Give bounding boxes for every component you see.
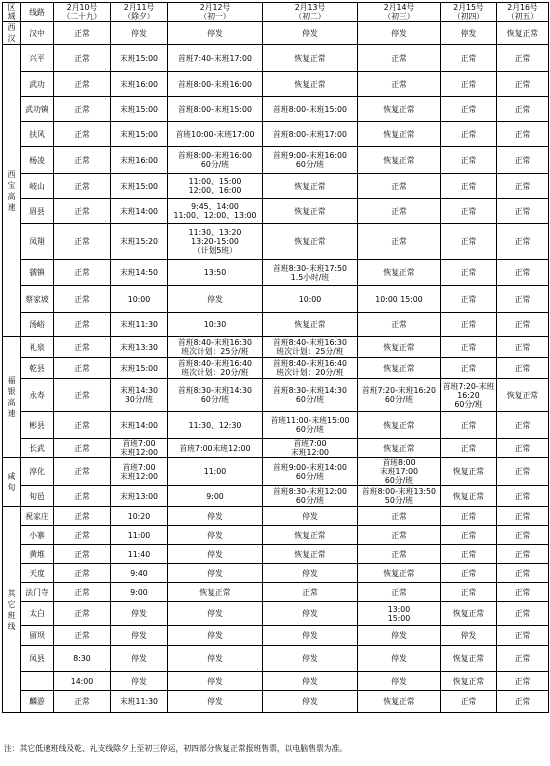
schedule-cell: 正常 (497, 507, 549, 526)
column-header: 线路 (21, 3, 54, 22)
schedule-cell: 恢复正常 (358, 412, 441, 439)
line-cell: 法门寺 (21, 583, 54, 602)
schedule-cell: 正常 (54, 97, 111, 122)
schedule-cell: 正常 (54, 147, 111, 174)
schedule-cell: 首班8:40-末班16:40 班次计划：20分/班 (168, 358, 263, 379)
schedule-cell: 11:40 (111, 545, 168, 564)
line-cell: 凤翔 (21, 224, 54, 260)
schedule-cell: 正常 (358, 45, 441, 72)
schedule-cell: 恢复正常 (441, 602, 497, 626)
schedule-cell: 停发 (358, 672, 441, 691)
line-cell: 武功 (21, 72, 54, 97)
region-cell: 其它班线 (3, 507, 21, 713)
table-row (3, 313, 549, 337)
region-cell: 西宝高速 (3, 45, 21, 337)
schedule-cell: 末班15:00 (111, 174, 168, 199)
region-cell: 福银高速 (3, 337, 21, 458)
schedule-cell: 10:20 (111, 507, 168, 526)
schedule-cell: 正常 (54, 224, 111, 260)
line-cell: 麟游 (21, 691, 54, 713)
schedule-cell: 末班15:00 (111, 358, 168, 379)
schedule-cell: 正常 (441, 691, 497, 713)
schedule-cell: 停发 (168, 626, 263, 646)
line-cell: 武功镇 (21, 97, 54, 122)
table-row (3, 486, 549, 507)
schedule-cell: 停发 (111, 602, 168, 626)
schedule-cell: 首班8:00-末班17:00 (263, 122, 358, 147)
line-cell: 蔡家坡 (21, 286, 54, 313)
schedule-cell: 停发 (263, 646, 358, 672)
schedule-cell: 正常 (441, 412, 497, 439)
schedule-cell: 正常 (497, 260, 549, 286)
schedule-cell: 首班8:40-末班16:30 班次计划：25分/班 (168, 337, 263, 358)
schedule-cell: 正常 (358, 526, 441, 545)
schedule-cell: 正常 (497, 564, 549, 583)
schedule-cell: 正常 (358, 199, 441, 224)
schedule-cell: 正常 (497, 199, 549, 224)
line-cell: 淳化 (21, 458, 54, 486)
region-cell: 西汉 (3, 22, 21, 45)
line-cell: 虢镇 (21, 260, 54, 286)
schedule-cell: 首班8:40-末班16:40 班次计划：20分/班 (263, 358, 358, 379)
schedule-cell: 正常 (497, 526, 549, 545)
schedule-cell: 恢复正常 (263, 224, 358, 260)
schedule-cell: 末班15:00 (111, 97, 168, 122)
schedule-cell: 首班10:00-末班17:00 (168, 122, 263, 147)
schedule-cell: 末班14:00 (111, 199, 168, 224)
table-row (3, 602, 549, 626)
column-header: 2月10号 （二十九） (54, 3, 111, 22)
schedule-cell: 正常 (54, 626, 111, 646)
table-row (3, 545, 549, 564)
schedule-cell: 末班13:00 (111, 486, 168, 507)
schedule-cell: 停发 (358, 646, 441, 672)
schedule-cell: 首班8:00-末班15:00 (263, 97, 358, 122)
schedule-cell: 停发 (263, 507, 358, 526)
schedule-cell: 11:00、15:00 12:00、16:00 (168, 174, 263, 199)
schedule-cell: 正常 (358, 507, 441, 526)
schedule-cell: 停发 (168, 672, 263, 691)
line-cell: 天度 (21, 564, 54, 583)
table-row (3, 22, 549, 45)
schedule-cell: 停发 (263, 691, 358, 713)
schedule-cell: 正常 (54, 486, 111, 507)
line-cell: 留坝 (21, 626, 54, 646)
schedule-cell: 正常 (497, 122, 549, 147)
table-row (3, 147, 549, 174)
schedule-cell: 正常 (441, 564, 497, 583)
schedule-cell: 正常 (358, 174, 441, 199)
schedule-cell: 恢复正常 (263, 72, 358, 97)
schedule-cell: 正常 (54, 412, 111, 439)
region-cell: 咸旬 (3, 458, 21, 507)
schedule-cell: 恢复正常 (358, 358, 441, 379)
schedule-cell: 9:00 (168, 486, 263, 507)
schedule-cell: 正常 (54, 358, 111, 379)
schedule-cell: 停发 (358, 626, 441, 646)
schedule-cell: 正常 (54, 545, 111, 564)
schedule-cell: 13:50 (168, 260, 263, 286)
schedule-cell: 首班9:00-末班14:00 60分/班 (263, 458, 358, 486)
schedule-cell: 首班9:00-末班16:00 60分/班 (263, 147, 358, 174)
schedule-cell: 停发 (168, 602, 263, 626)
line-cell: 凤县 (21, 646, 54, 672)
schedule-cell: 正常 (497, 439, 549, 458)
schedule-cell: 正常 (358, 583, 441, 602)
schedule-cell: 停发 (168, 545, 263, 564)
schedule-cell: 正常 (497, 486, 549, 507)
schedule-cell: 停发 (168, 691, 263, 713)
schedule-cell: 11:00 (111, 526, 168, 545)
schedule-cell: 正常 (441, 199, 497, 224)
schedule-cell: 末班16:00 (111, 72, 168, 97)
schedule-cell: 正常 (441, 45, 497, 72)
line-cell: 祝家庄 (21, 507, 54, 526)
line-cell: 太白 (21, 602, 54, 626)
schedule-cell: 恢复正常 (358, 691, 441, 713)
schedule-cell: 正常 (54, 45, 111, 72)
schedule-cell: 正常 (441, 507, 497, 526)
schedule-cell: 正常 (497, 174, 549, 199)
schedule-cell: 正常 (497, 602, 549, 626)
schedule-cell: 10:30 (168, 313, 263, 337)
schedule-cell: 首班7:20-末班16:20 60分/班 (358, 379, 441, 412)
table-row (3, 507, 549, 526)
line-cell: 乾县 (21, 358, 54, 379)
schedule-cell: 正常 (497, 358, 549, 379)
schedule-cell: 正常 (54, 602, 111, 626)
schedule-cell: 正常 (497, 97, 549, 122)
table-row (3, 691, 549, 713)
schedule-cell: 首班7:20-末班16:20 60分/班 (441, 379, 497, 412)
line-cell: 永寿 (21, 379, 54, 412)
schedule-cell: 14:00 (54, 672, 111, 691)
schedule-cell: 正常 (54, 583, 111, 602)
column-header: 2月16号 （初五） (497, 3, 549, 22)
column-header: 2月11号 （除夕） (111, 3, 168, 22)
schedule-cell: 正常 (497, 286, 549, 313)
schedule-cell: 首班8:00-末班16:00 (168, 72, 263, 97)
schedule-cell: 恢复正常 (497, 379, 549, 412)
schedule-cell: 恢复正常 (441, 486, 497, 507)
schedule-cell: 首班8:00 末班17:00 60分/班 (358, 458, 441, 486)
schedule-cell: 正常 (497, 626, 549, 646)
schedule-cell: 末班15:20 (111, 224, 168, 260)
schedule-cell: 停发 (111, 22, 168, 45)
schedule-cell: 正常 (441, 147, 497, 174)
line-cell (21, 672, 54, 691)
schedule-cell: 正常 (441, 583, 497, 602)
table-row (3, 337, 549, 358)
schedule-cell: 停发 (358, 22, 441, 45)
schedule-cell: 首班8:40-末班16:30 班次计划：25分/班 (263, 337, 358, 358)
table-row (3, 97, 549, 122)
schedule-cell: 10:00 15:00 (358, 286, 441, 313)
schedule-cell: 正常 (441, 72, 497, 97)
schedule-cell: 正常 (497, 313, 549, 337)
line-cell: 杨凌 (21, 147, 54, 174)
schedule-cell: 正常 (54, 526, 111, 545)
schedule-cell: 正常 (497, 672, 549, 691)
line-cell: 汤峪 (21, 313, 54, 337)
table-row (3, 174, 549, 199)
column-header: 2月14号 （初三） (358, 3, 441, 22)
schedule-cell: 正常 (54, 458, 111, 486)
schedule-cell: 9:45、14:00 11:00、12:00、13:00 (168, 199, 263, 224)
schedule-cell: 末班15:00 (111, 122, 168, 147)
schedule-cell: 正常 (441, 286, 497, 313)
line-cell: 兴平 (21, 45, 54, 72)
table-row (3, 526, 549, 545)
schedule-cell: 正常 (54, 439, 111, 458)
schedule-cell: 恢复正常 (263, 174, 358, 199)
schedule-cell: 正常 (358, 545, 441, 564)
schedule-cell: 11:00 (168, 458, 263, 486)
schedule-cell: 10:00 (111, 286, 168, 313)
schedule-cell: 停发 (168, 646, 263, 672)
schedule-cell: 正常 (441, 526, 497, 545)
schedule-cell: 正常 (497, 72, 549, 97)
schedule-cell: 首班8:30-末班12:00 60分/班 (263, 486, 358, 507)
schedule-cell: 末班14:30 30分/班 (111, 379, 168, 412)
table-row (3, 672, 549, 691)
schedule-cell: 停发 (441, 22, 497, 45)
schedule-cell: 恢复正常 (358, 122, 441, 147)
column-header: 区域 (3, 3, 21, 22)
schedule-cell: 首班8:00-末班15:00 (168, 97, 263, 122)
schedule-cell: 停发 (263, 626, 358, 646)
schedule-cell: 11:30、13:20 13:20-15:00 （计划5班） (168, 224, 263, 260)
schedule-cell: 恢复正常 (263, 313, 358, 337)
schedule-cell: 首班7:00 末班12:00 (263, 439, 358, 458)
schedule-cell: 恢复正常 (358, 439, 441, 458)
table-row (3, 439, 549, 458)
line-cell: 礼泉 (21, 337, 54, 358)
schedule-cell: 首班11:00-末班15:00 60分/班 (263, 412, 358, 439)
schedule-cell: 9:40 (111, 564, 168, 583)
schedule-cell: 末班15:00 (111, 45, 168, 72)
schedule-cell: 正常 (358, 224, 441, 260)
line-cell: 黄堆 (21, 545, 54, 564)
schedule-cell: 11:30、12:30 (168, 412, 263, 439)
schedule-cell: 9:00 (111, 583, 168, 602)
schedule-cell: 正常 (54, 174, 111, 199)
schedule-cell: 恢复正常 (358, 337, 441, 358)
schedule-cell: 首班7:00 末班12:00 (111, 439, 168, 458)
schedule-cell: 停发 (168, 526, 263, 545)
line-cell: 眉县 (21, 199, 54, 224)
schedule-cell: 正常 (54, 199, 111, 224)
schedule-cell: 正常 (497, 646, 549, 672)
table-row (3, 45, 549, 72)
schedule-cell: 正常 (441, 439, 497, 458)
line-cell: 岐山 (21, 174, 54, 199)
schedule-cell: 正常 (497, 147, 549, 174)
schedule-cell: 正常 (497, 583, 549, 602)
schedule-cell: 恢复正常 (263, 45, 358, 72)
schedule-cell: 正常 (263, 583, 358, 602)
table-row (3, 583, 549, 602)
schedule-cell: 恢复正常 (358, 147, 441, 174)
schedule-cell: 正常 (497, 224, 549, 260)
schedule-cell: 13:00 15:00 (358, 602, 441, 626)
schedule-cell: 正常 (441, 224, 497, 260)
table-row (3, 646, 549, 672)
line-cell: 旬邑 (21, 486, 54, 507)
schedule-cell: 停发 (111, 672, 168, 691)
table-row (3, 260, 549, 286)
schedule-cell: 正常 (441, 358, 497, 379)
schedule-table (2, 2, 549, 713)
schedule-cell: 恢复正常 (263, 545, 358, 564)
schedule-cell: 正常 (54, 337, 111, 358)
schedule-cell: 恢复正常 (168, 583, 263, 602)
line-cell: 扶风 (21, 122, 54, 147)
schedule-cell: 正常 (54, 564, 111, 583)
table-row (3, 379, 549, 412)
schedule-cell: 恢复正常 (358, 97, 441, 122)
line-cell: 汉中 (21, 22, 54, 45)
line-cell: 彬县 (21, 412, 54, 439)
table-row (3, 72, 549, 97)
table-row (3, 199, 549, 224)
schedule-cell: 正常 (54, 379, 111, 412)
schedule-cell: 末班11:30 (111, 313, 168, 337)
schedule-cell: 正常 (441, 260, 497, 286)
header-row (3, 3, 549, 22)
schedule-cell: 正常 (54, 313, 111, 337)
schedule-cell: 停发 (111, 626, 168, 646)
schedule-cell: 首班8:30-末班17:50 1.5小时/班 (263, 260, 358, 286)
schedule-cell: 末班11:30 (111, 691, 168, 713)
schedule-cell: 正常 (497, 458, 549, 486)
table-row (3, 122, 549, 147)
schedule-cell: 首班8:00-末班16:00 60分/班 (168, 147, 263, 174)
schedule-cell: 首班8:00-末班13:50 50分/班 (358, 486, 441, 507)
schedule-cell: 正常 (441, 313, 497, 337)
schedule-cell: 正常 (54, 286, 111, 313)
schedule-cell: 8:30 (54, 646, 111, 672)
schedule-cell: 首班7:40-末班17:00 (168, 45, 263, 72)
table-row (3, 286, 549, 313)
schedule-cell: 停发 (168, 507, 263, 526)
schedule-cell: 正常 (497, 691, 549, 713)
footnote: 注：其它低速班线及乾、礼支线除夕上至初三停运，初四部分恢复正常报班售票，以电脑售票为准。 (4, 744, 348, 753)
schedule-cell: 停发 (168, 22, 263, 45)
schedule-cell: 正常 (441, 97, 497, 122)
schedule-cell: 恢复正常 (441, 646, 497, 672)
schedule-cell: 正常 (441, 174, 497, 199)
schedule-cell: 正常 (358, 313, 441, 337)
table-row (3, 626, 549, 646)
schedule-cell: 停发 (168, 564, 263, 583)
table-row (3, 412, 549, 439)
schedule-cell: 正常 (54, 22, 111, 45)
schedule-cell: 正常 (358, 72, 441, 97)
schedule-cell: 恢复正常 (441, 458, 497, 486)
schedule-cell: 恢复正常 (263, 199, 358, 224)
column-header: 2月15号 （初四） (441, 3, 497, 22)
table-row (3, 224, 549, 260)
schedule-cell: 停发 (263, 672, 358, 691)
schedule-cell: 恢复正常 (497, 22, 549, 45)
line-cell: 长武 (21, 439, 54, 458)
schedule-cell: 停发 (263, 22, 358, 45)
schedule-cell: 首班8:30-末班14:30 60分/班 (168, 379, 263, 412)
schedule-cell: 首班7:00末班12:00 (168, 439, 263, 458)
column-header: 2月12号 （初一） (168, 3, 263, 22)
schedule-cell: 正常 (54, 507, 111, 526)
schedule-cell: 停发 (441, 626, 497, 646)
table-row (3, 564, 549, 583)
schedule-cell: 末班13:30 (111, 337, 168, 358)
schedule-cell: 恢复正常 (263, 526, 358, 545)
schedule-cell: 停发 (111, 646, 168, 672)
schedule-cell: 10:00 (263, 286, 358, 313)
schedule-cell: 末班14:00 (111, 412, 168, 439)
schedule-cell: 停发 (168, 286, 263, 313)
schedule-cell: 首班7:00 末班12:00 (111, 458, 168, 486)
schedule-cell: 正常 (497, 45, 549, 72)
line-cell: 小寨 (21, 526, 54, 545)
schedule-cell: 末班14:50 (111, 260, 168, 286)
schedule-cell: 正常 (441, 122, 497, 147)
schedule-cell: 正常 (441, 545, 497, 564)
schedule-cell: 恢复正常 (358, 564, 441, 583)
table-row (3, 358, 549, 379)
schedule-cell: 正常 (54, 122, 111, 147)
schedule-cell: 末班16:00 (111, 147, 168, 174)
schedule-cell: 恢复正常 (441, 672, 497, 691)
schedule-cell: 恢复正常 (358, 260, 441, 286)
schedule-cell: 停发 (263, 602, 358, 626)
table-row (3, 458, 549, 486)
schedule-cell: 正常 (497, 545, 549, 564)
schedule-cell: 正常 (54, 260, 111, 286)
schedule-cell: 首班8:30-末班14:30 60分/班 (263, 379, 358, 412)
schedule-cell: 正常 (497, 412, 549, 439)
column-header: 2月13号 （初二） (263, 3, 358, 22)
schedule-cell: 正常 (54, 691, 111, 713)
schedule-cell: 正常 (441, 337, 497, 358)
schedule-cell: 正常 (54, 72, 111, 97)
schedule-cell: 停发 (263, 564, 358, 583)
schedule-cell: 正常 (497, 337, 549, 358)
